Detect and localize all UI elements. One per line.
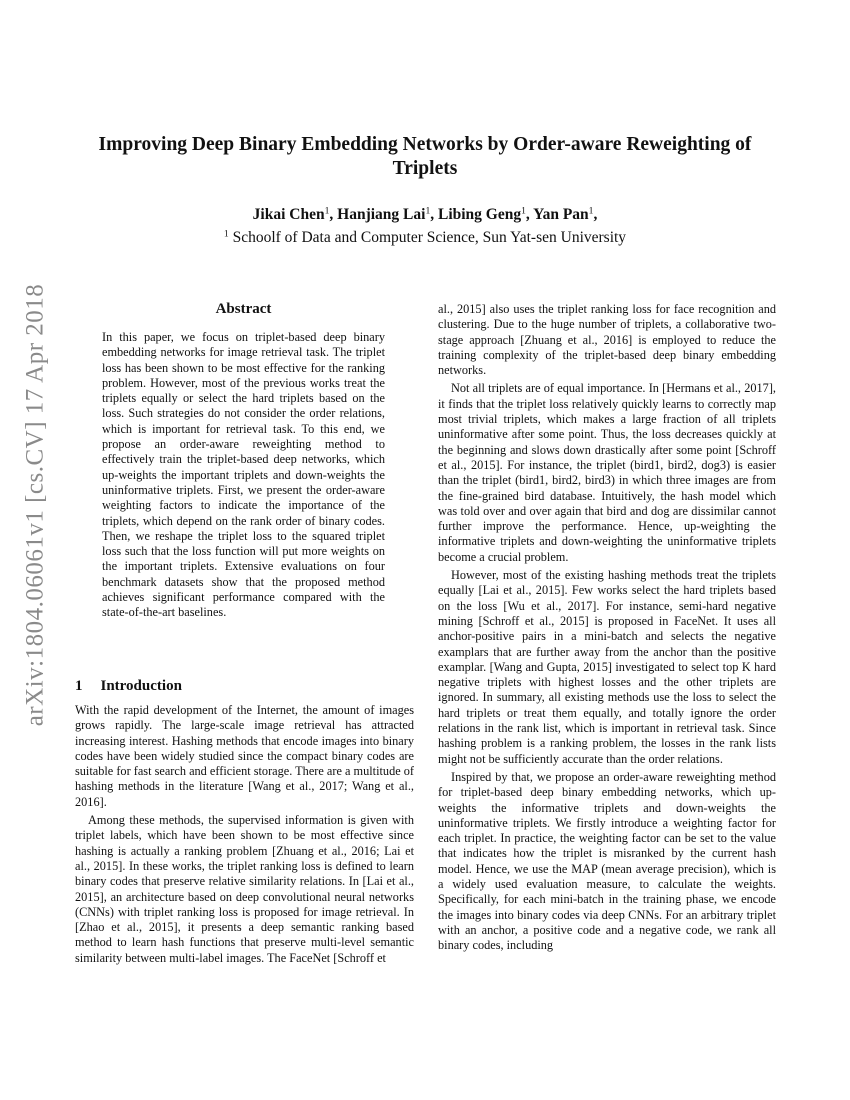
section-heading-introduction xyxy=(75,678,415,695)
affiliation-mark: 1 xyxy=(588,205,594,217)
intro-paragraph-5: Inspired by that, we propose an order-aware reweighting method for triplet-based deep binary embedding networks, which up-weights the informative triplets and down-weights the uninformative triplets. We firstly introduce a weighting factor for each triplet. In practice, the weighting factor can be set to the value that indicates how the triplet is misranked by the current hash model. Hence, we use the MAP (mean average precision), which is a widely used evaluation measure, to calculate the weights. Specifically, for each mini-batch in the training phase, we encode the images into binary codes via deep CNNs. For an arbitrary triplet with an anchor, a positive code and a negative code, we rank all binary codes, including xyxy=(438,769,776,953)
abstract-body: In this paper, we focus on triplet-based deep binary embedding networks for image retrieval task. The triplet loss has been shown to be most effective for the ranking problem. However, most of the previous works treat the triplets equally or select the hard triplets based on the loss. Such strategies do not consider the order relations, which is important for retrieval task. To this end, we propose an order-aware reweighting method to effectively train the triplet-based deep networks, which up-weights the important triplets and down-weights the uninformative triplets. First, we present the order-aware weighting factors to indicate the importance of the triplets, which depend on the rank order of binary codes. Then, we reshape the triplet loss to the squared triplet loss such that the loss function will put more weights on the important triplets. Extensive evaluations on four benchmark datasets show that the proposed method achieves significant performance compared with the state-of-the-art baselines. xyxy=(102,330,385,620)
left-column-text xyxy=(75,703,414,966)
affiliation-mark: 1 xyxy=(521,205,526,217)
affiliation-mark: 1 xyxy=(425,205,431,217)
intro-paragraph-4: However, most of the existing hashing methods treat the triplets equally [Lai et al., 2015]. Few works select the hard triplets based on the loss [Wu et al., 2017]. For instance, semi-hard negative mining [Schroff et al., 2015] is proposed in FaceNet. It uses all anchor-positive pairs in a mini-batch and selects the negative examplars that are further away from the anchor than the positive examplar. [Wang and Gupta, 2015] investigated to select top K hard negative triplets with highest losses and the other triplets are ignored. In summary, all existing methods use the loss to select the hard triplets or treat them equally, and totally ignore the order relations in the rank list, which is important in retrieval task. Since hashing problem is a ranking problem, the losses in the rank lists might not be sufficiently accurate than the order relations. xyxy=(438,568,776,766)
arxiv-identifier-stamp xyxy=(20,283,50,727)
affiliation-mark: 1 xyxy=(223,228,229,240)
author-list: Jikai Chen$^1$, Hanjiang Lai$^1$, Libing Geng$^1$, Yan Pan$^1$, xyxy=(252,205,598,223)
right-column-text xyxy=(438,302,776,953)
section-number: 1 xyxy=(75,678,83,694)
paper-title: Improving Deep Binary Embedding Networks by Order-aware Reweighting of Triplets xyxy=(98,134,752,179)
abstract-heading: Abstract xyxy=(215,301,272,317)
arxiv-id-text: arXiv:1804.06061v1 [cs.CV] 17 Apr 2018 xyxy=(21,283,49,727)
author-name: Hanjiang Lai xyxy=(337,206,426,223)
affiliation-text: Schoolf of Data and Computer Science, Sun Yat-sen University xyxy=(232,229,627,246)
intro-paragraph-2-continued: al., 2015] also uses the triplet ranking loss for face recognition and clustering. Due to the huge number of triplets, a collaborative two-stage approach [Zhuang et al., 2016] is employed to reduce the training complexity of the triplet-based deep binary embedding networks. xyxy=(438,302,776,378)
section-title: Introduction xyxy=(100,678,182,694)
affiliation xyxy=(75,229,775,247)
intro-paragraph-1: With the rapid development of the Internet, the amount of images grows rapidly. The large-scale image retrieval has attracted increasing interest. Hashing methods that encode images into binary codes have been widely studied since the compact binary codes are suitable for fast search and efficient storage. There are a multitude of hashing methods in the literature [Wang et al., 2017; Wang et al., 2016]. xyxy=(75,703,414,809)
author-name: Yan Pan xyxy=(533,206,589,223)
author-name: Jikai Chen xyxy=(252,206,325,223)
author-name: Libing Geng xyxy=(437,206,522,223)
intro-paragraph-3: Not all triplets are of equal importance. In [Hermans et al., 2017], it finds that the triplet loss relatively quickly learns to correctly map most trivial triplets, which makes a large fraction of all triplets uninformative after some point. Thus, the loss decreases quickly at the beginning and slows down drastically after some point [Schroff et al., 2015]. For instance, the triplet (bird1, bird2, dog3) is easier than the triplet (bird1, bird2, bird3) in which three images are from the fine-grained bird database. Intuitively, the hash model which was told over and over again that bird and dog are dissimilar cannot further improve the performance. Hence, up-weighting the informative triplets and down-weighting the uninformative triplets become a crucial problem. xyxy=(438,381,776,564)
affiliation-mark: 1 xyxy=(324,205,330,217)
intro-paragraph-2: Among these methods, the supervised information is given with triplet labels, which have been shown to be most effective since hashing is actually a ranking problem [Zhuang et al., 2016; Lai et al., 2015]. In these works, the triplet ranking loss is defined to learn binary codes that preserve relative similarity relations. In [Lai et al., 2015], an architecture based on deep convolutional neural networks (CNNs) with triplet ranking loss is proposed for image retrieval. In [Zhao et al., 2015], it presents a deep semantic ranking based method to learn hash functions that preserve multi-level semantic similarity between multi-label images. The FaceNet [Schroff et xyxy=(75,813,414,965)
